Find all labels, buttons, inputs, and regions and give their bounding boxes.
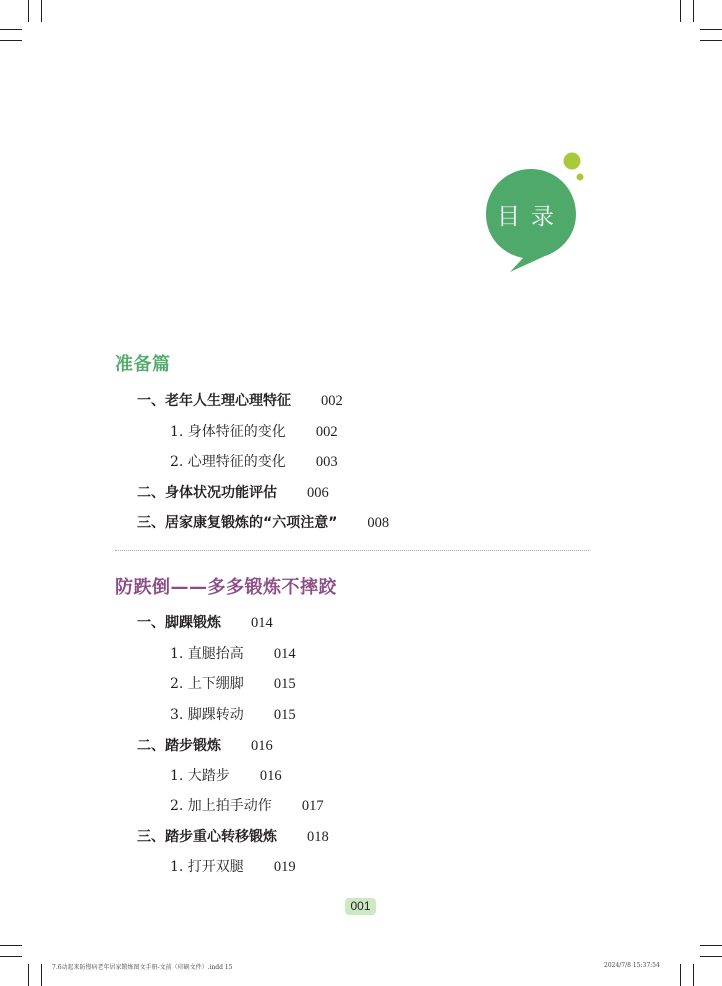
- crop-mark: [0, 40, 22, 41]
- crop-mark: [700, 40, 722, 41]
- crop-mark: [41, 964, 42, 986]
- crop-mark: [693, 964, 694, 986]
- toc-entry-page: 002: [315, 424, 338, 440]
- toc-entry-page: 014: [273, 646, 296, 662]
- slug-filename: 7.6动起来防慢病老年居家锻炼图文手册-文前（印刷文件）.indd 15: [52, 964, 233, 971]
- crop-mark: [700, 945, 722, 946]
- toc-entry[interactable]: [170, 765, 282, 785]
- toc-entry[interactable]: [170, 856, 296, 876]
- toc-entry-title: 2. 加上拍手动作: [170, 798, 272, 814]
- toc-entry-title: 3. 脚踝转动: [170, 707, 244, 723]
- page-number: 001: [345, 898, 376, 915]
- toc-entry[interactable]: [137, 390, 343, 410]
- section-title: 防跌倒——多多锻炼不摔跤: [115, 577, 337, 598]
- slug-timestamp: 2024/7/8 15:37:54: [604, 962, 660, 969]
- crop-mark: [41, 0, 42, 22]
- toc-entry-page: 016: [251, 738, 273, 754]
- toc-entry[interactable]: [170, 421, 338, 441]
- toc-entry-page: 016: [259, 768, 282, 784]
- crop-mark: [680, 964, 681, 986]
- toc-entry-title: 1. 身体特征的变化: [170, 424, 286, 440]
- page-title: 目录: [497, 204, 565, 230]
- toc-entry-title: 2. 心理特征的变化: [170, 454, 286, 470]
- toc-entry-page: 019: [273, 859, 296, 875]
- crop-mark: [28, 0, 29, 22]
- crop-mark: [680, 0, 681, 22]
- toc-entry[interactable]: [170, 673, 296, 693]
- toc-entry[interactable]: [170, 704, 296, 724]
- section-title: 准备篇: [115, 354, 171, 375]
- toc-entry-title: 1. 打开双腿: [170, 859, 244, 875]
- toc-entry-title: 二、踏步锻炼: [137, 738, 221, 754]
- toc-entry-page: 006: [307, 485, 329, 501]
- toc-entry[interactable]: [137, 735, 273, 755]
- crop-mark: [0, 29, 22, 30]
- crop-mark: [700, 29, 722, 30]
- toc-entry[interactable]: [137, 512, 389, 532]
- toc-entry-title: 三、居家康复锻炼的“六项注意”: [137, 515, 338, 531]
- toc-entry-page: 014: [251, 615, 273, 631]
- toc-entry-title: 二、身体状况功能评估: [137, 485, 277, 501]
- section-divider: [115, 550, 589, 551]
- toc-entry-page: 015: [273, 707, 296, 723]
- toc-entry-title: 1. 大踏步: [170, 768, 230, 784]
- toc-entry-title: 三、踏步重心转移锻炼: [137, 829, 277, 845]
- toc-entry-page: 015: [273, 676, 296, 692]
- toc-entry[interactable]: [170, 643, 296, 663]
- crop-mark: [28, 964, 29, 986]
- toc-entry[interactable]: [137, 482, 329, 502]
- toc-entry-page: 003: [315, 454, 338, 470]
- toc-entry[interactable]: [137, 826, 329, 846]
- toc-entry-title: 1. 直腿抬高: [170, 646, 244, 662]
- toc-entry[interactable]: [170, 451, 338, 471]
- toc-entry-page: 008: [367, 515, 390, 531]
- crop-mark: [700, 956, 722, 957]
- crop-mark: [0, 945, 22, 946]
- crop-mark: [0, 956, 22, 957]
- toc-entry[interactable]: [170, 795, 324, 815]
- toc-entry-page: 018: [307, 829, 329, 845]
- crop-mark: [693, 0, 694, 22]
- toc-entry-title: 一、脚踝锻炼: [137, 615, 221, 631]
- toc-entry-page: 017: [301, 798, 324, 814]
- toc-entry-title: 一、老年人生理心理特征: [137, 393, 291, 409]
- toc-entry[interactable]: [137, 612, 273, 632]
- toc-entry-page: 002: [321, 393, 343, 409]
- toc-entry-title: 2. 上下绷脚: [170, 676, 244, 692]
